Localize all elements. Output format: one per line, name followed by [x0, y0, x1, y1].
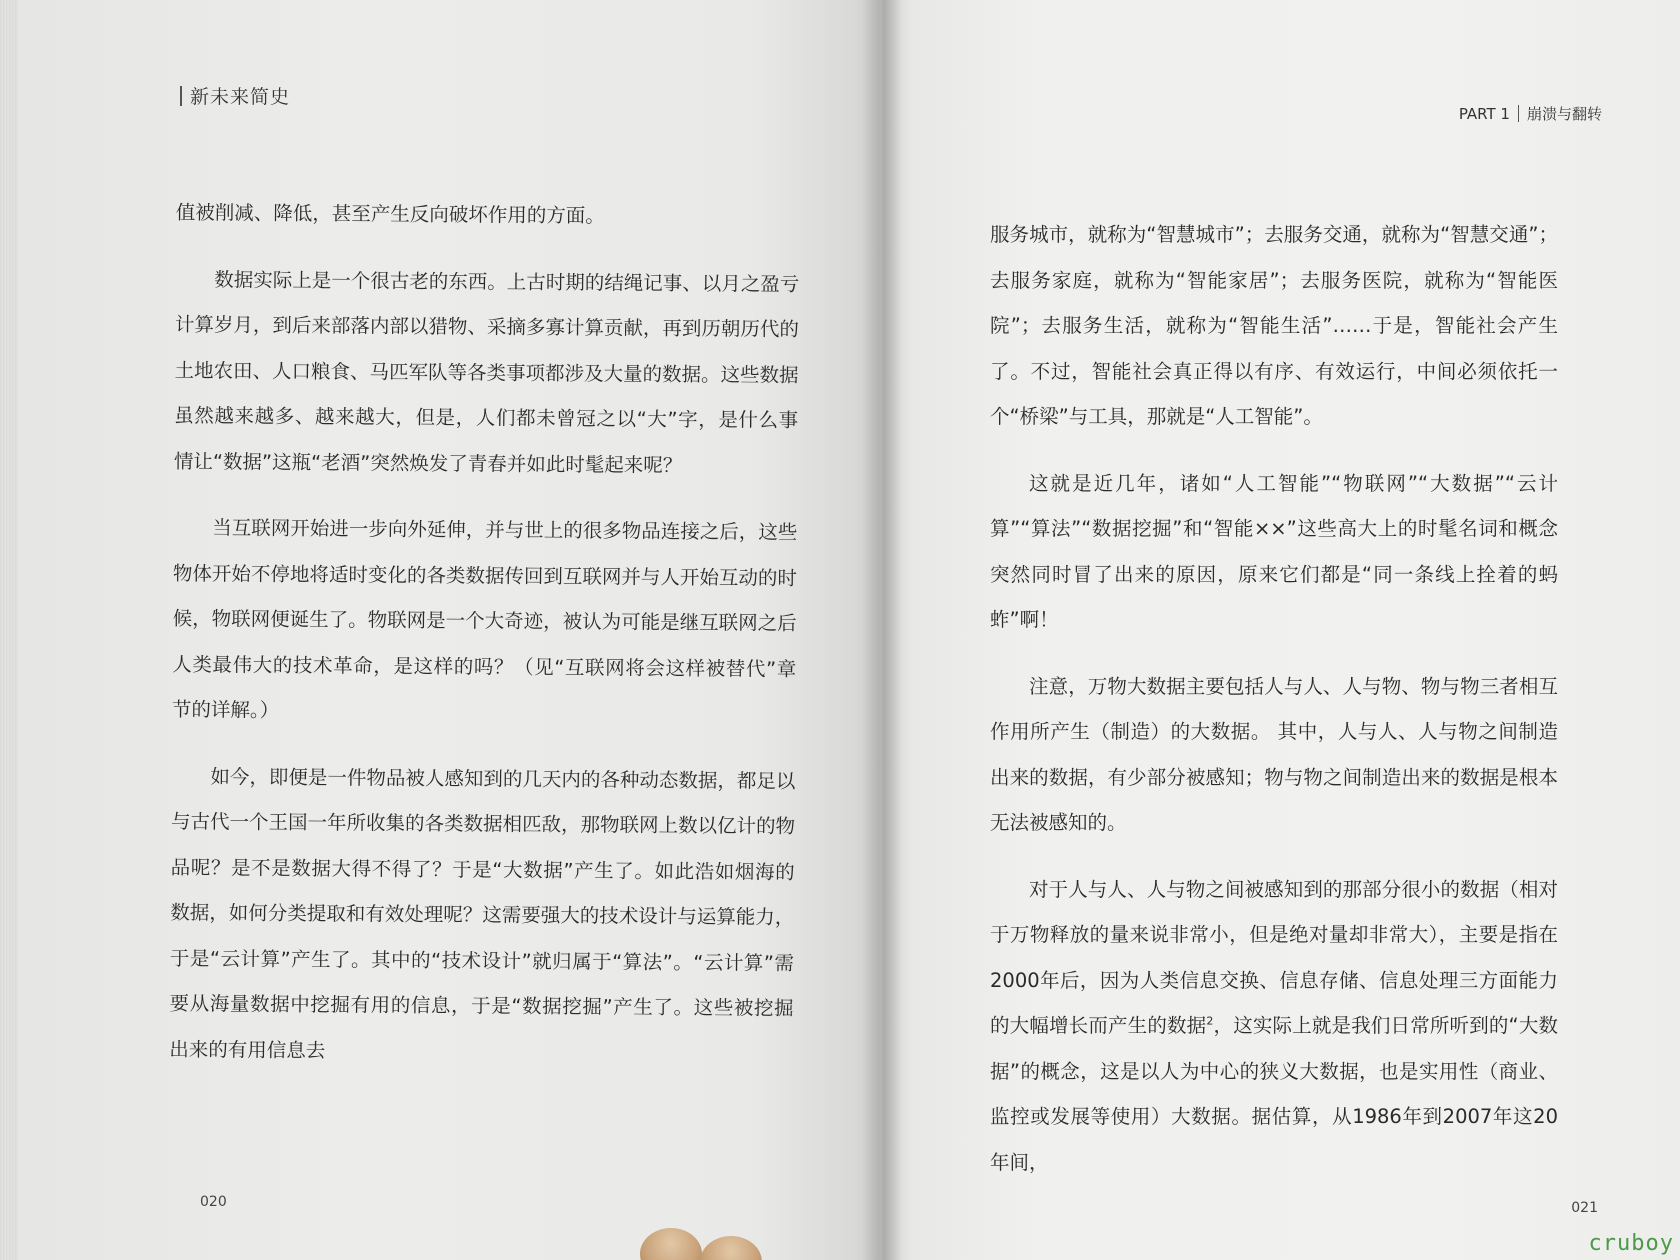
running-head-divider [1518, 105, 1519, 122]
part-label: PART 1 [1458, 105, 1510, 123]
paragraph-text: ，这实际上就是我们日常所听到的“大数据”的概念，这是以人为中心的狭义大数据，也是实用性（商业、监控或发展等使用）大数据。据估算，从1986年到2007年这20年间， [990, 1014, 1558, 1174]
paragraph [990, 867, 1558, 1186]
running-head-divider [180, 86, 182, 106]
paragraph: 如今，即便是一件物品被人感知到的几天内的各种动态数据，都足以与古代一个王国一年所收集的各类数据相匹敌，那物联网上数以亿计的物品呢？是不是数据大得不得了？于是“大数据”产生了。如此浩如烟海的数据，如何分类提取和有效处理呢？这需要强大的技术设计与运算能力，于是“云计算”产生了。其中的“技术设计”就归属于“算法”。“云计算”需要从海量数据中挖掘有用的信息，于是“数据挖掘”产生了。这些被挖掘出来的有用信息去 [169, 764, 796, 1062]
footnote-marker: 2 [1206, 1014, 1214, 1028]
chapter-title: 崩溃与翻转 [1526, 105, 1602, 123]
right-body-text [990, 212, 1558, 1206]
paragraph: 值被削减、降低，甚至产生反向破坏作用的方面。 [175, 200, 605, 228]
left-running-head [180, 82, 290, 109]
book-title: 新未来简史 [190, 86, 291, 108]
paragraph: 注意，万物大数据主要包括人与人、人与物、物与物三者相互作用所产生（制造）的大数据。 其中，人与人、人与物之间制造出来的数据，有少部分被感知；物与物之间制造出来的数据是根本无法被感知的。 [990, 674, 1558, 834]
right-page [880, 0, 1680, 1260]
left-page [18, 0, 880, 1260]
watermark: cruboy [1588, 1231, 1674, 1256]
right-page-number: 021 [1571, 1200, 1598, 1216]
fingertip [640, 1228, 702, 1260]
paragraph: 当互联网开始进一步向外延伸，并与世上的很多物品连接之后，这些物体开始不停地将适时变化的各类数据传回到互联网并与人开始互动的时候，物联网便诞生了。物联网是一个大奇迹，被认为可能是继互联网之后人类最伟大的技术革命，是这样的吗？（见“互联网将会这样被替代”章节的详解。） [171, 516, 798, 722]
right-running-head [1459, 103, 1602, 124]
left-body-text [169, 190, 800, 1098]
paragraph-text: 对于人与人、人与物之间被感知到的那部分很小的数据（相对于万物释放的量来说非常小，但是绝对量却非常大），主要是指在2000年后，因为人类信息交换、信息存储、信息处理三方面能力的大幅增长而产生的数据 [990, 877, 1558, 1037]
left-page-number: 020 [200, 1194, 227, 1210]
paragraph: 数据实际上是一个很古老的东西。上古时期的结绳记事、以月之盈亏计算岁月，到后来部落内部以猎物、采摘多寡计算贡献，再到历朝历代的土地农田、人口粮食、马匹军队等各类事项都涉及大量的数据。这些数据虽然越来越多、越来越大，但是，人们都未曾冠之以“大”字，是什么事情让“数据”这瓶“老酒”突然焕发了青春并如此时髦起来呢？ [173, 267, 800, 477]
fingertips [640, 1228, 760, 1260]
page-stack-edge [0, 0, 18, 1260]
fingertip [700, 1236, 762, 1260]
paragraph: 这就是近几年，诸如“人工智能”“物联网”“大数据”“云计算”“算法”“数据挖掘”和“智能××”这些高大上的时髦名词和概念突然同时冒了出来的原因，原来它们都是“同一条线上拴着的蚂蚱”啊！ [990, 471, 1558, 631]
paragraph: 服务城市，就称为“智慧城市”；去服务交通，就称为“智慧交通”；去服务家庭，就称为“智能家居”；去服务医院，就称为“智能医院”；去服务生活，就称为“智能生活”……于是，智能社会产生了。不过，智能社会真正得以有序、有效运行，中间必须依托一个“桥梁”与工具，那就是“人工智能”。 [990, 223, 1558, 428]
